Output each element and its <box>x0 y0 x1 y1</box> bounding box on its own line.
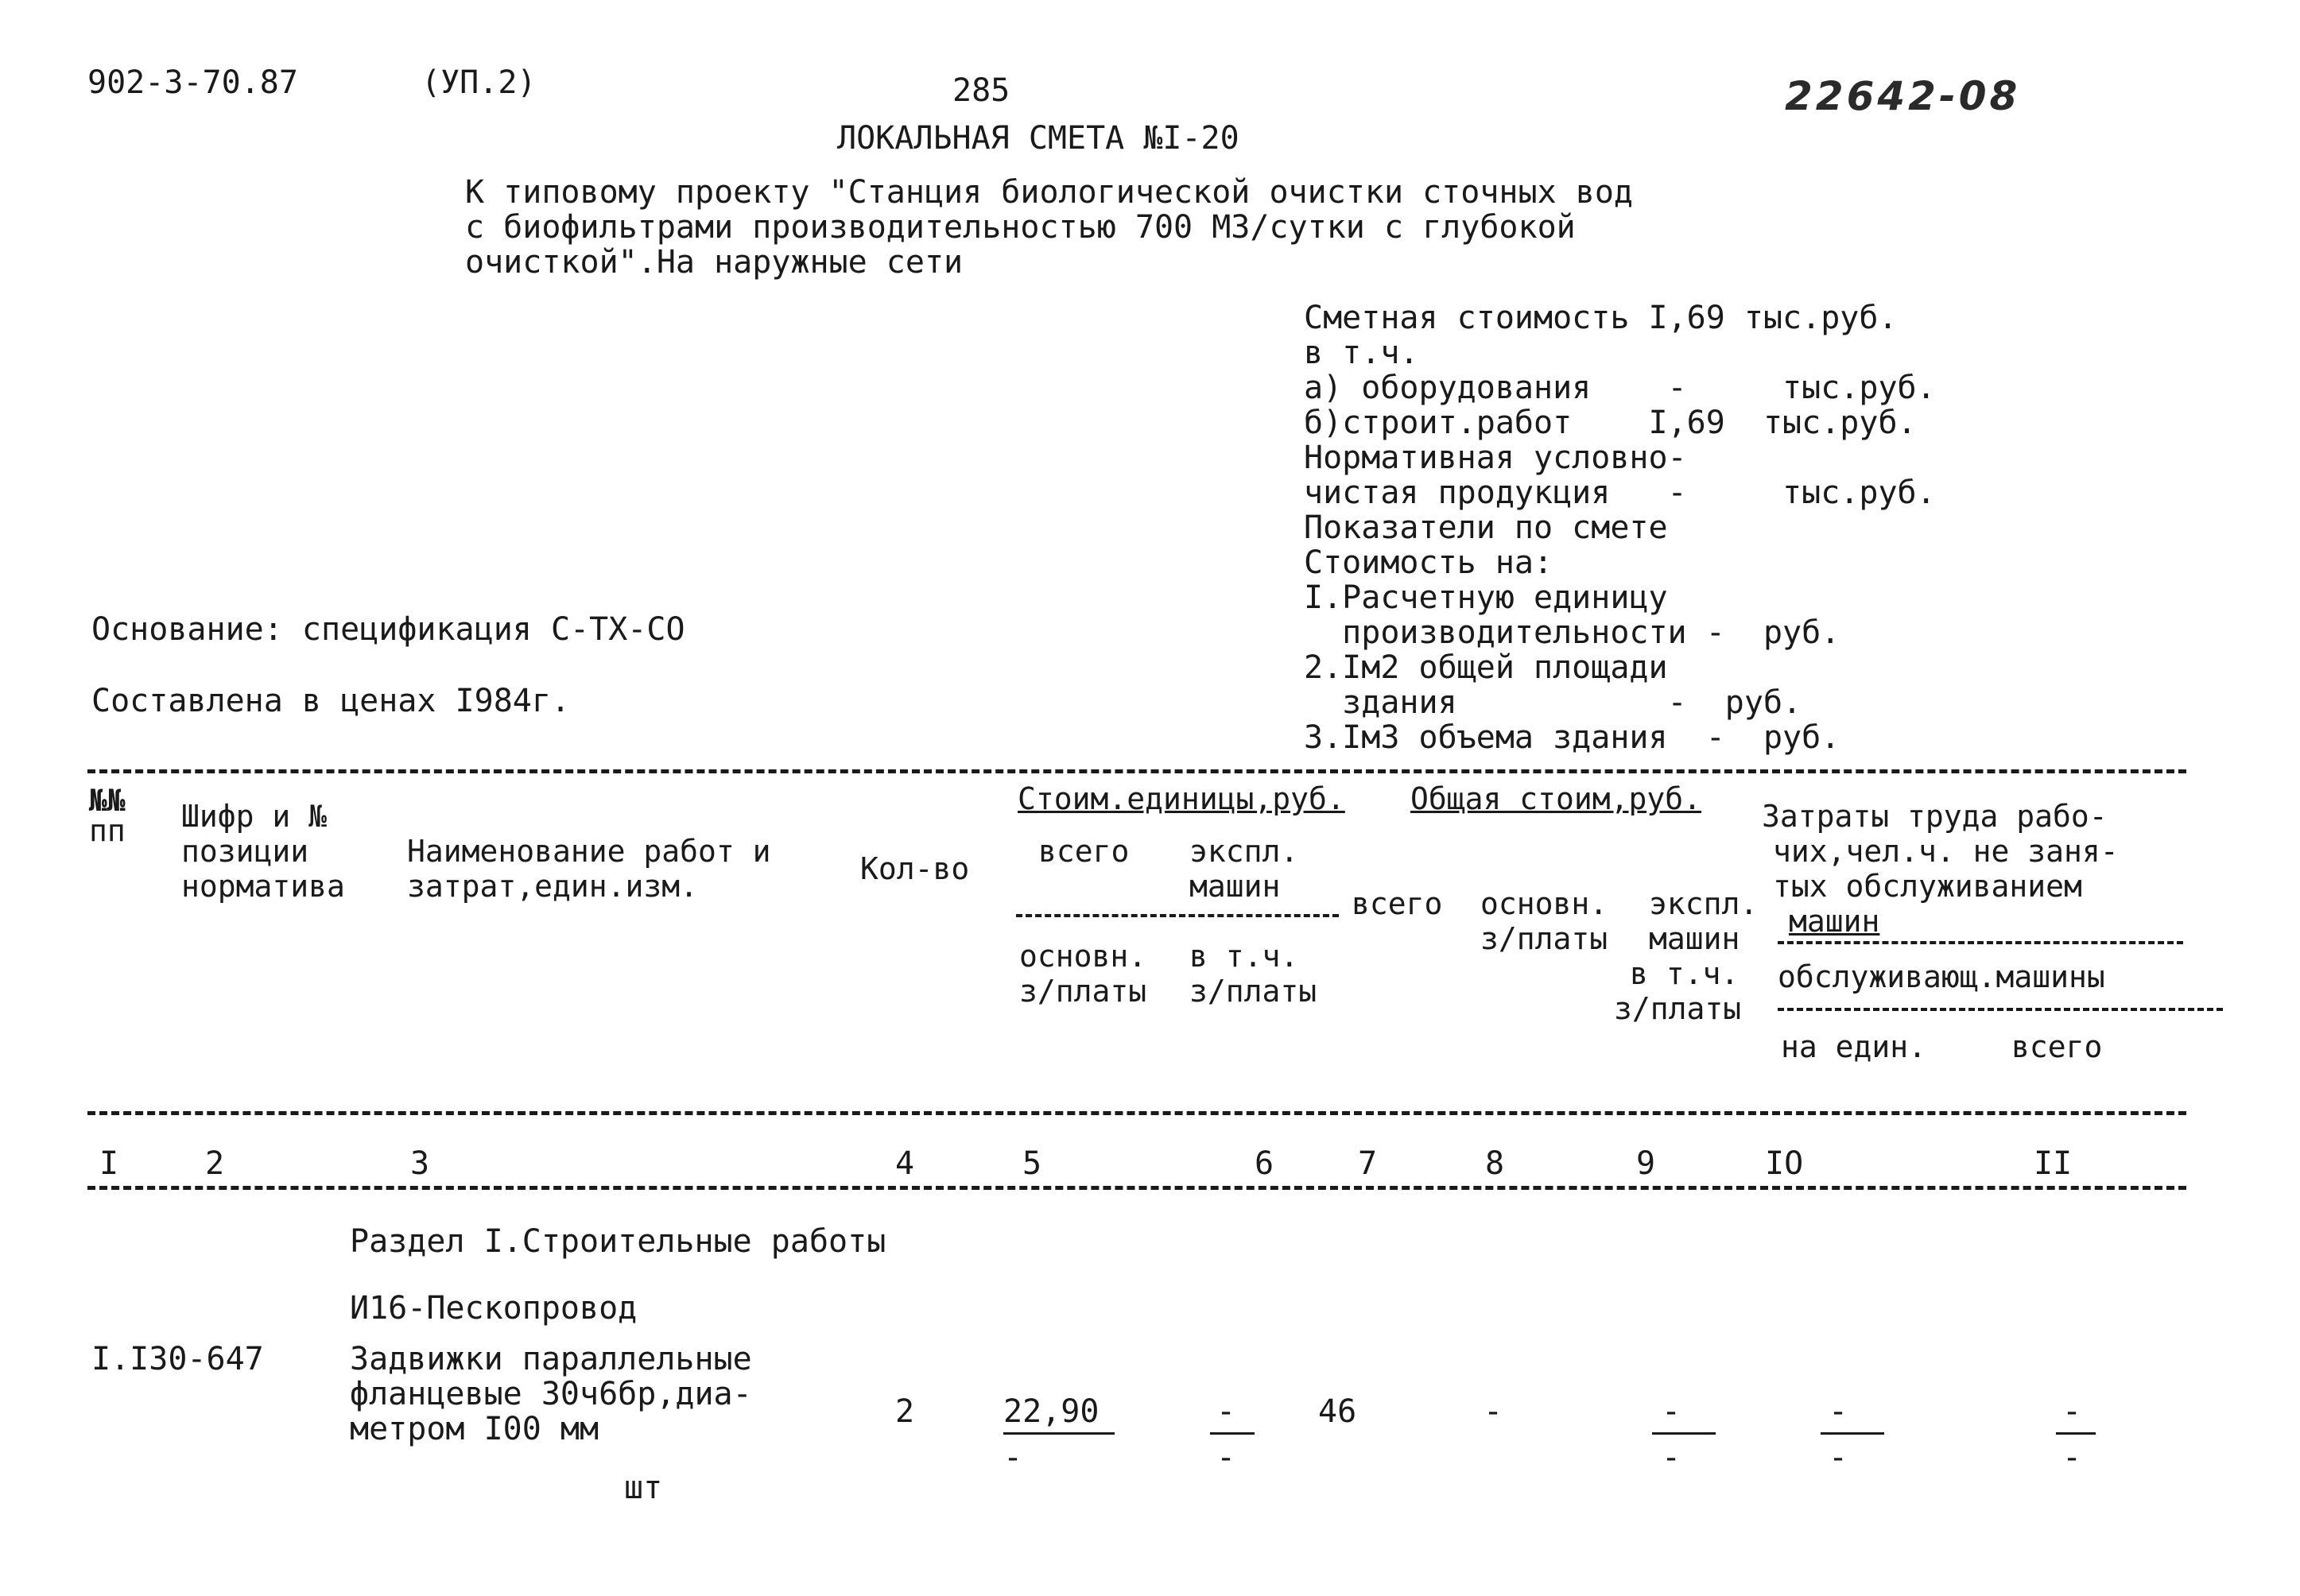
row-total-mach: - <box>1662 1393 1681 1430</box>
basis-text: Основание: спецификация С-ТХ-СО <box>91 611 685 648</box>
subsection-title: И16-Пескопровод <box>350 1290 638 1327</box>
page-number: 285 <box>952 72 1010 109</box>
cost-line: Нормативная условно- <box>1304 440 1687 476</box>
row-unit-total-underline <box>1003 1432 1115 1435</box>
header-unit-total: всего <box>1038 834 1130 869</box>
cost-line: I.Расчетную единицу <box>1304 579 1668 616</box>
header-labor-machines: обслуживающ.машины <box>1778 959 2105 994</box>
row-name-line: Задвижки параллельные <box>350 1341 752 1377</box>
row-labor-total-underline <box>2056 1432 2096 1435</box>
header-unit-wages: з/платы <box>1019 974 1147 1009</box>
subtitle-line-1: К типовому проекту "Станция биологической очистки сточных вод <box>465 174 1634 211</box>
header-no: №№ <box>89 783 126 818</box>
header-unit-wages: основн. <box>1019 939 1147 974</box>
header-total-mach: экспл. <box>1649 886 1759 921</box>
row-total-mach-underline <box>1652 1432 1716 1435</box>
header-labor: тых обслуживанием <box>1773 869 2082 904</box>
header-unit-mach: машин <box>1189 869 1281 904</box>
row-qty: 2 <box>895 1393 915 1430</box>
column-number: I <box>99 1145 119 1182</box>
row-labor-unit-underline <box>1821 1432 1884 1435</box>
row-total-mach-wages: - <box>1662 1439 1681 1476</box>
cost-line: а) оборудования - тыс.руб. <box>1304 370 1936 406</box>
cost-line: 3.Iм3 объема здания - руб. <box>1304 719 1840 756</box>
header-labor-divider <box>1778 1008 2223 1011</box>
section-title: Раздел I.Строительные работы <box>350 1223 886 1260</box>
page-title: ЛОКАЛЬНАЯ СМЕТА №I-20 <box>837 120 1239 157</box>
header-code: позиции <box>181 834 309 869</box>
header-total-all: всего <box>1352 886 1443 921</box>
column-number: 7 <box>1358 1145 1378 1182</box>
header-bottom-rule <box>87 1111 2186 1115</box>
row-code: I.I30-647 <box>91 1341 264 1377</box>
row-labor-total-mach: - <box>2062 1439 2082 1476</box>
cost-line: Стоимость на: <box>1304 544 1553 581</box>
header-labor: машин <box>1789 904 1880 939</box>
document-code: 902-3-70.87 <box>87 64 298 101</box>
column-number: 6 <box>1255 1145 1274 1182</box>
row-unit: шт <box>624 1470 663 1506</box>
row-total-wages: - <box>1484 1393 1503 1430</box>
cost-line: б)строит.работ I,69 тыс.руб. <box>1304 405 1917 441</box>
header-code: норматива <box>181 869 345 904</box>
cost-line: производительности - руб. <box>1304 614 1840 651</box>
column-number: 2 <box>205 1145 225 1182</box>
row-labor-unit-mach: - <box>1829 1439 1848 1476</box>
header-unit-mach-wages: в т.ч. <box>1189 939 1299 974</box>
stamp-number: 22642-08 <box>1785 73 2021 119</box>
column-number: 8 <box>1485 1145 1505 1182</box>
header-total-mach: машин <box>1649 921 1740 956</box>
header-name: затрат,един.изм. <box>407 869 699 904</box>
header-total-wages: з/платы <box>1480 921 1608 956</box>
header-no: пп <box>89 813 126 848</box>
row-labor-unit: - <box>1829 1393 1848 1430</box>
table-top-rule <box>87 769 2186 773</box>
prices-text: Составлена в ценах I984г. <box>91 683 571 719</box>
cost-line: 2.Iм2 общей площади <box>1304 649 1668 686</box>
header-labor: Затраты труда рабо- <box>1762 799 2108 834</box>
subtitle-line-3: очисткой".На наружные сети <box>465 244 964 281</box>
row-unit-mach: - <box>1216 1393 1236 1430</box>
row-unit-total: 22,90 <box>1003 1393 1100 1430</box>
cost-line: в т.ч. <box>1304 335 1419 371</box>
row-labor-total: - <box>2062 1393 2082 1430</box>
column-number: 5 <box>1022 1145 1042 1182</box>
cost-line: здания - руб. <box>1304 684 1802 721</box>
header-code: Шифр и № <box>181 799 328 834</box>
header-labor-unit: на един. <box>1781 1029 1927 1064</box>
header-total-wages: основн. <box>1480 886 1608 921</box>
header-labor-divider <box>1778 941 2183 944</box>
column-number: 4 <box>895 1145 915 1182</box>
subtitle-line-2: с биофильтрами производительностью 700 М3/сутки с глубокой <box>465 209 1576 246</box>
cost-line: Сметная стоимость I,69 тыс.руб. <box>1304 300 1898 336</box>
header-unit-mach: экспл. <box>1189 834 1299 869</box>
row-unit-wages: - <box>1003 1439 1023 1476</box>
header-unit-mach-wages: з/платы <box>1189 974 1317 1009</box>
column-number: II <box>2034 1145 2073 1182</box>
album-number: (УП.2) <box>421 64 537 101</box>
header-qty: Кол-во <box>860 851 970 886</box>
cost-line: чистая продукция - тыс.руб. <box>1304 475 1936 511</box>
header-total-mach-wages: з/платы <box>1614 991 1742 1026</box>
header-total-cost-group: Общая стоим,руб. <box>1410 781 1702 816</box>
header-name: Наименование работ и <box>407 834 771 869</box>
column-numbers-rule <box>87 1186 2186 1190</box>
row-total-all: 46 <box>1318 1393 1357 1430</box>
row-unit-mach-underline <box>1210 1432 1255 1435</box>
row-name-line: фланцевые 30ч6бр,диа- <box>350 1376 752 1412</box>
column-number: 3 <box>410 1145 430 1182</box>
header-labor: чих,чел.ч. не заня- <box>1773 834 2119 869</box>
row-name-line: метром I00 мм <box>350 1411 599 1447</box>
row-unit-mach-wages: - <box>1216 1439 1236 1476</box>
column-number: IO <box>1765 1145 1804 1182</box>
header-labor-total: всего <box>2011 1029 2103 1064</box>
column-number: 9 <box>1636 1145 1656 1182</box>
header-total-mach-wages: в т.ч. <box>1630 956 1740 991</box>
cost-line: Показатели по смете <box>1304 509 1668 546</box>
header-unit-cost-group: Стоим.единицы,руб. <box>1018 781 1345 816</box>
header-unit-divider <box>1016 914 1339 917</box>
